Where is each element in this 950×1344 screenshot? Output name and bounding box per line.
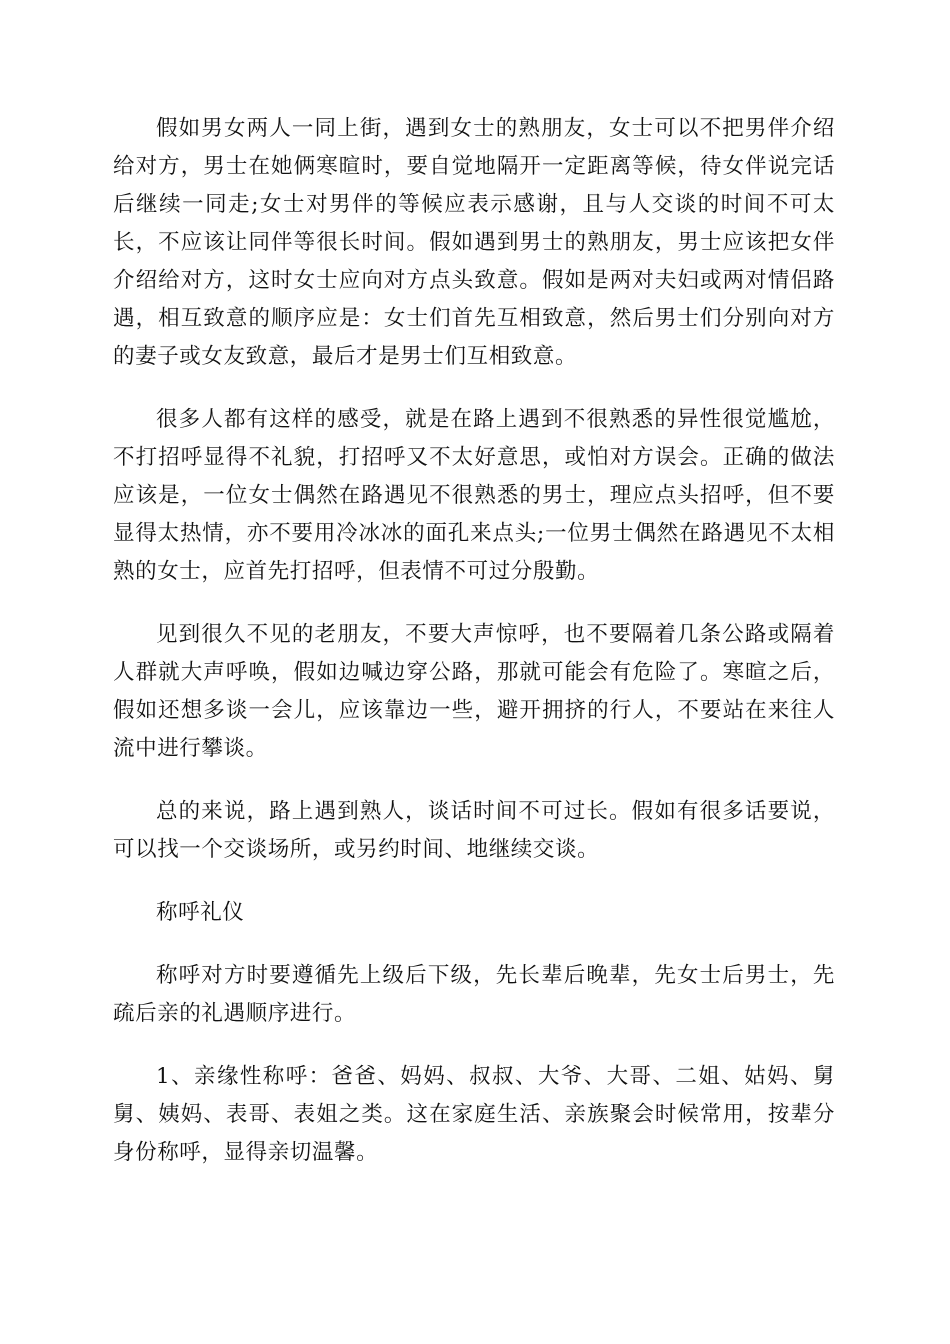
paragraph-old-friend: 见到很久不见的老朋友，不要大声惊呼，也不要隔着几条公路或隔着人群就大声呼唤，假如边喊边穿公路，那就可能会有危险了。寒暄之后，假如还想多谈一会儿，应该靠边一些，避开拥挤的行人，不要站在来往人流中进行攀谈。 <box>113 622 835 761</box>
section-heading-addressing-etiquette: 称呼礼仪 <box>156 900 245 925</box>
paragraph-unfamiliar-acquaintance: 很多人都有这样的感受，就是在路上遇到不很熟悉的异性很觉尴尬，不打招呼显得不礼貌，打招呼又不太好意思，或怕对方误会。正确的做法应该是，一位女士偶然在路遇见不很熟悉的男士，理应点头招呼，但不要显得太热情，亦不要用冷冰冰的面孔来点头;一位男士偶然在路遇见不太相熟的女士，应首先打招呼，但表情不可过分殷勤。 <box>113 407 835 584</box>
paragraph-summary: 总的来说，路上遇到熟人，谈话时间不可过长。假如有很多话要说，可以找一个交谈场所，或另约时间、地继续交谈。 <box>113 799 835 862</box>
paragraph-kinship-terms: 1、亲缘性称呼：爸爸、妈妈、叔叔、大爷、大哥、二姐、姑妈、舅舅、姨妈、表哥、表姐之类。这在家庭生活、亲族聚会时候常用，按辈分身份称呼，显得亲切温馨。 <box>113 1064 835 1165</box>
paragraph-street-meeting-etiquette: 假如男女两人一同上街，遇到女士的熟朋友，女士可以不把男伴介绍给对方，男士在她俩寒暄时，要自觉地隔开一定距离等候，待女伴说完话后继续一同走;女士对男伴的等候应表示感谢，且与人交谈的时间不可太长，不应该让同伴等很长时间。假如遇到男士的熟朋友，男士应该把女伴介绍给对方，这时女士应向对方点头致意。假如是两对夫妇或两对情侣路遇，相互致意的顺序应是：女士们首先互相致意，然后男士们分别向对方的妻子或女友致意，最后才是男士们互相致意。 <box>113 116 835 369</box>
document-body <box>113 110 835 1172</box>
paragraph-addressing-order: 称呼对方时要遵循先上级后下级，先长辈后晚辈，先女士后男士，先疏后亲的礼遇顺序进行。 <box>113 963 835 1026</box>
